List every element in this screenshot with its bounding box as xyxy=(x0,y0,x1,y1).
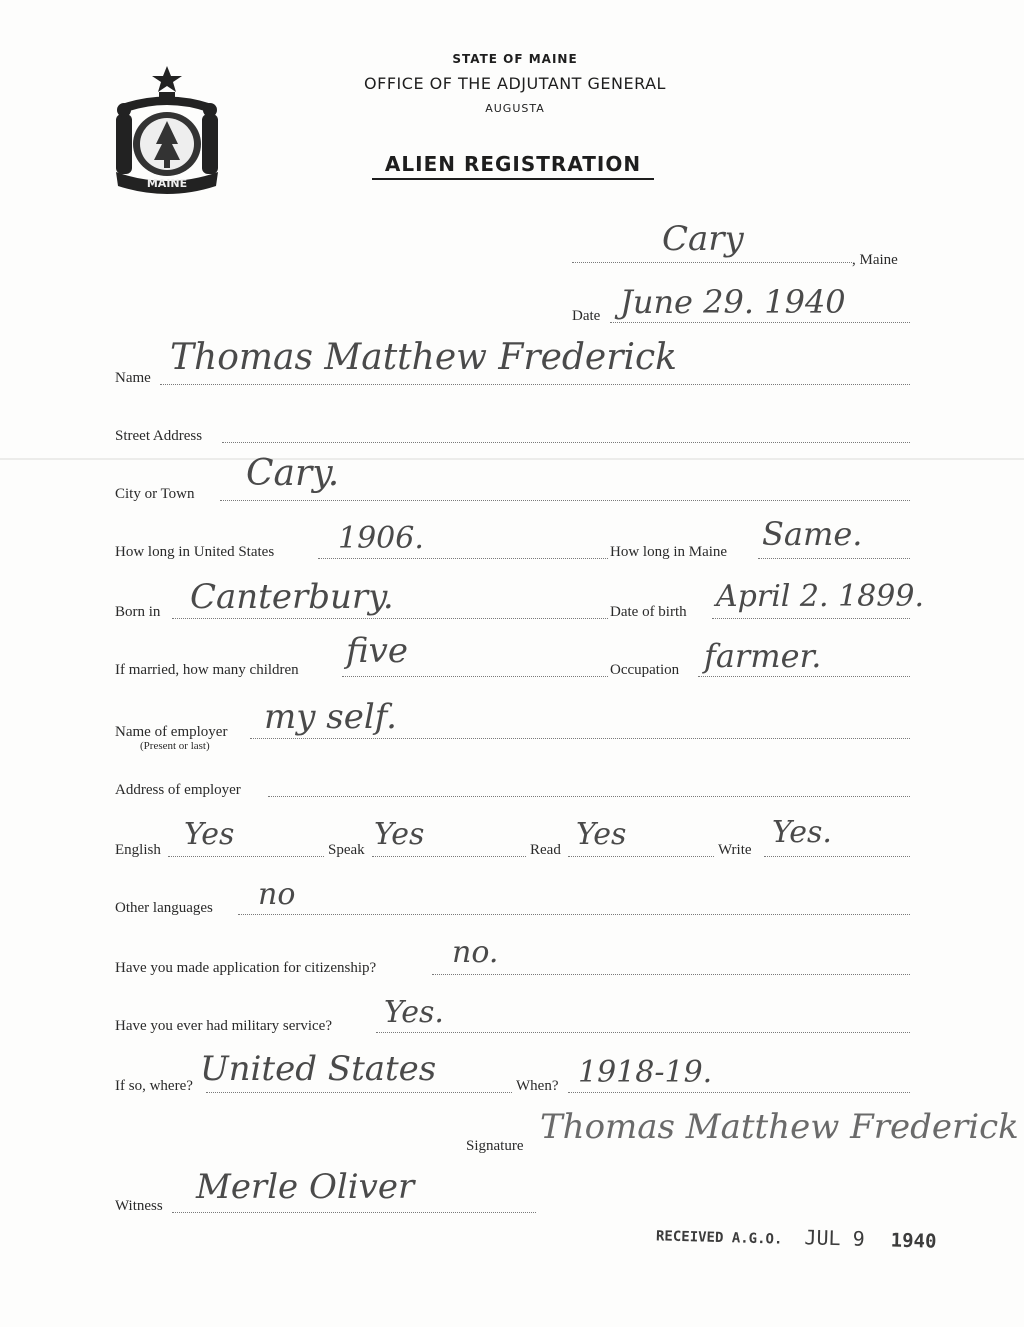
name-value: Thomas Matthew Frederick xyxy=(170,337,677,378)
state-heading: STATE OF MAINE xyxy=(452,52,578,66)
when-line xyxy=(568,1092,910,1093)
city-value: Cary. xyxy=(246,453,340,494)
born-in-label: Born in xyxy=(115,604,161,620)
military-value: Yes. xyxy=(384,995,444,1030)
received-stamp xyxy=(656,1221,937,1252)
town-line xyxy=(572,262,852,263)
date-value: June 29. 1940 xyxy=(620,283,846,321)
how-long-maine-line xyxy=(758,558,910,559)
how-long-maine-value: Same. xyxy=(762,515,863,553)
occupation-line xyxy=(698,676,910,677)
date-label: Date xyxy=(572,308,601,324)
how-long-maine-label: How long in Maine xyxy=(610,544,728,560)
write-label: Write xyxy=(718,842,752,858)
witness-line xyxy=(172,1212,536,1213)
born-in-value: Canterbury. xyxy=(190,577,394,617)
write-line xyxy=(764,856,910,857)
employer-label: Name of employer xyxy=(115,724,228,740)
employer-address-line xyxy=(268,796,910,797)
where-line xyxy=(206,1092,512,1093)
where-label: If so, where? xyxy=(115,1078,193,1094)
citizenship-line xyxy=(432,974,910,975)
state-seal-icon xyxy=(112,64,222,194)
date-line xyxy=(610,322,910,323)
dob-label: Date of birth xyxy=(610,604,687,620)
paper-fold xyxy=(0,458,1024,460)
office-heading: OFFICE OF THE ADJUTANT GENERAL xyxy=(364,74,666,93)
seal-lettering: MAINE xyxy=(146,177,188,190)
signature-label: Signature xyxy=(466,1138,524,1154)
children-line xyxy=(342,676,608,677)
maine-label: , Maine xyxy=(852,252,898,268)
citizenship-label: Have you made application for citizenship? xyxy=(115,960,377,976)
military-label: Have you ever had military service? xyxy=(115,1018,332,1034)
how-long-us-value: 1906. xyxy=(338,521,424,556)
city-line xyxy=(220,500,910,501)
witness-label: Witness xyxy=(115,1198,163,1214)
speak-value: Yes xyxy=(374,817,425,852)
street-label: Street Address xyxy=(115,428,203,444)
citizenship-value: no. xyxy=(452,935,499,970)
occupation-label: Occupation xyxy=(610,662,680,678)
where-value: United States xyxy=(200,1049,437,1089)
dob-value: April 2. 1899. xyxy=(716,579,924,614)
form-title: ALIEN REGISTRATION xyxy=(372,152,654,180)
when-label: When? xyxy=(516,1078,559,1094)
english-value: Yes xyxy=(184,817,235,852)
stamp-received: RECEIVED A.G.O. xyxy=(655,1228,783,1248)
speak-line xyxy=(372,856,526,857)
town-value: Cary xyxy=(662,219,744,259)
name-line xyxy=(160,384,910,385)
stamp-date: JUL 9 xyxy=(804,1225,865,1251)
read-line xyxy=(568,856,714,857)
children-value: five xyxy=(346,631,409,671)
how-long-us-label: How long in United States xyxy=(115,544,275,560)
name-label: Name xyxy=(115,370,151,386)
signature-value: Thomas Matthew Frederick xyxy=(540,1107,1019,1147)
employer-sublabel: (Present or last) xyxy=(140,740,210,752)
born-in-line xyxy=(172,618,608,619)
married-label: If married, how many children xyxy=(115,662,299,678)
witness-value: Merle Oliver xyxy=(196,1167,415,1207)
city-heading: AUGUSTA xyxy=(485,102,545,115)
military-line xyxy=(376,1032,910,1033)
english-line xyxy=(168,856,324,857)
when-value: 1918-19. xyxy=(578,1055,713,1090)
other-languages-line xyxy=(238,914,910,915)
other-languages-value: no xyxy=(258,877,296,912)
street-line xyxy=(222,442,910,443)
employer-value: my self. xyxy=(264,697,397,737)
employer-line xyxy=(250,738,910,739)
english-label: English xyxy=(115,842,161,858)
city-label: City or Town xyxy=(115,486,195,502)
write-value: Yes. xyxy=(772,815,832,850)
read-label: Read xyxy=(530,842,561,858)
employer-address-label: Address of employer xyxy=(115,782,241,798)
read-value: Yes xyxy=(576,817,627,852)
how-long-us-line xyxy=(318,558,608,559)
dob-line xyxy=(712,618,910,619)
other-languages-label: Other languages xyxy=(115,900,213,916)
occupation-value: farmer. xyxy=(704,637,822,675)
stamp-year: 1940 xyxy=(890,1229,937,1253)
speak-label: Speak xyxy=(328,842,365,858)
